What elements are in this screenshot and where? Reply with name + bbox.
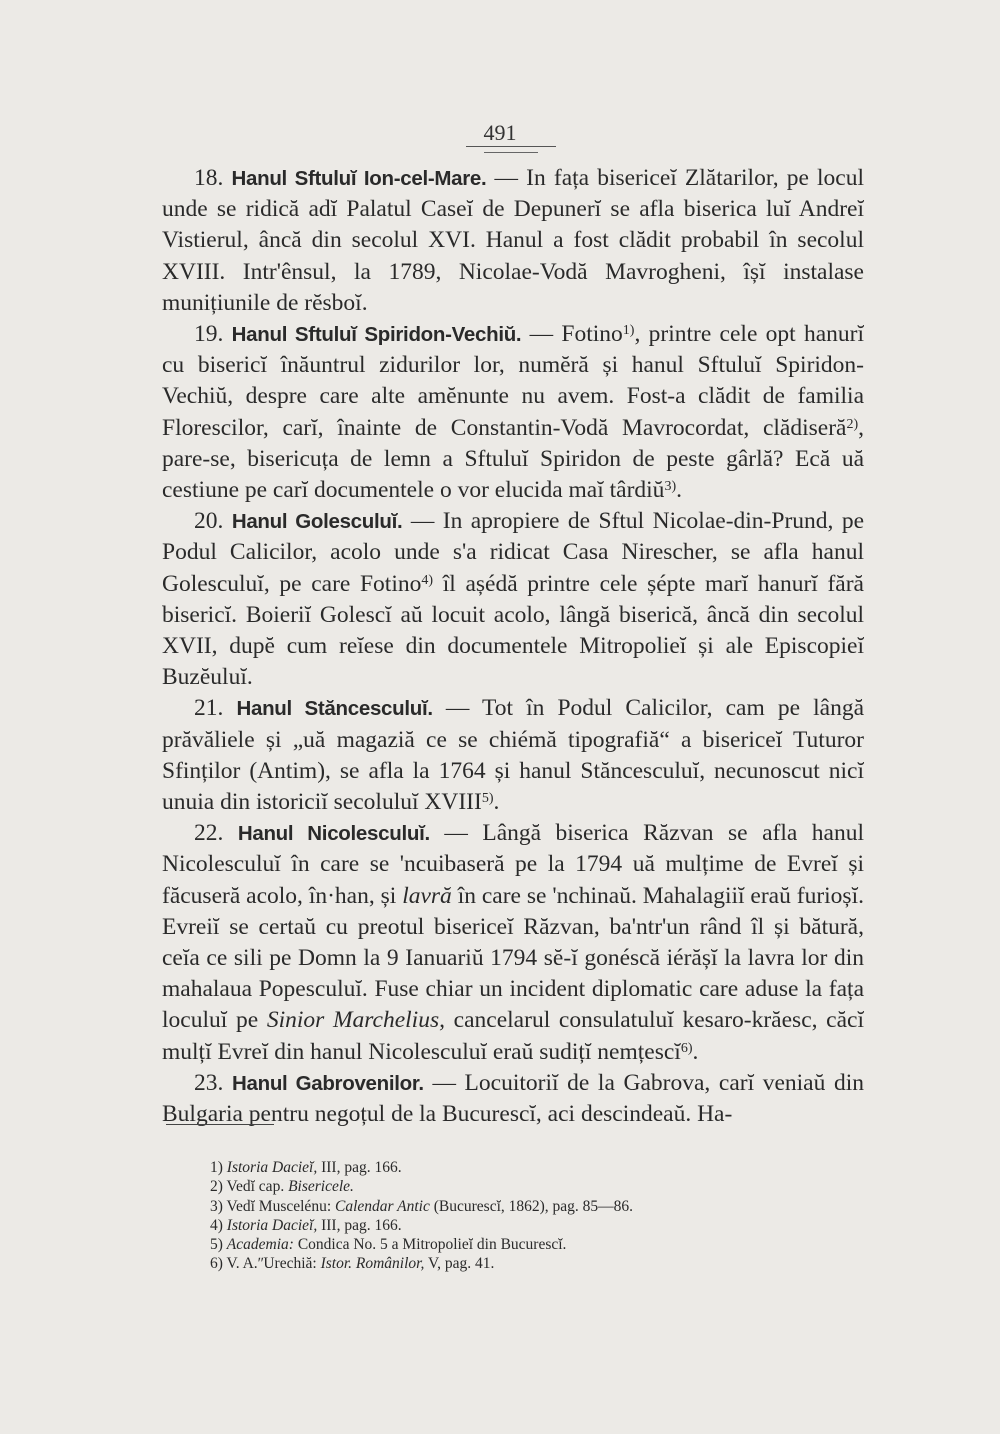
footnote-text: V, pag. 41. bbox=[424, 1255, 495, 1273]
footnote-ref: 4) bbox=[421, 572, 434, 588]
paragraph-21 bbox=[162, 693, 864, 818]
footnote-text: V. A.ʺUrechiă: bbox=[222, 1255, 321, 1273]
paragraph-text: — Fotino bbox=[521, 321, 623, 348]
paragraph-heading: Hanul Sftuluĭ Ion-cel-Mare. bbox=[231, 167, 487, 190]
page-number: 491 bbox=[483, 120, 517, 145]
footnote-title: Istor. Românilor, bbox=[320, 1255, 425, 1273]
paragraph-18 bbox=[162, 163, 864, 319]
footnote-number: 3) bbox=[210, 1197, 223, 1215]
paragraph-heading: Hanul Nicolesculuĭ. bbox=[237, 822, 430, 846]
body-text bbox=[162, 163, 864, 1130]
footnote-number: 1) bbox=[210, 1159, 223, 1176]
footnote-ref: 6) bbox=[680, 1040, 693, 1056]
footnote-1 bbox=[210, 1158, 830, 1177]
paragraph-text: . bbox=[676, 477, 682, 504]
footnote-ref: 2) bbox=[846, 416, 859, 432]
footnote-text: (Bucurescĭ, 1862), pag. 85—86. bbox=[429, 1197, 634, 1215]
paragraph-text: , printre cele opt hanurĭ cu bisericĭ înăuntrul zidurilor lor, numĕră și hanul Sftuluĭ Spiridon-Vechiŭ, despre care alte amĕnunte nu avem. Fost-a clădit de familia Florescilor, carĭ, înainte de Constantin-Vodă Mavrocordat, clădiseră bbox=[162, 321, 865, 441]
footnote-separator bbox=[166, 1124, 274, 1125]
footnote-number: 5) bbox=[210, 1236, 223, 1254]
footnote-text: III, pag. 166. bbox=[317, 1159, 402, 1176]
paragraph-heading: Hanul Golesculuĭ. bbox=[231, 510, 403, 534]
footnote-4 bbox=[210, 1216, 830, 1235]
italic-name: Sinior Marchelius, bbox=[266, 1007, 445, 1034]
footnote-2 bbox=[210, 1177, 830, 1196]
paragraph-19 bbox=[162, 319, 864, 506]
footnote-text: Vedĭ Muscelénu: bbox=[222, 1197, 335, 1215]
paragraph-text: , pare-se, bisericuța de lemn a Sftuluĭ Spiridon de peste gârlă? Ecă uă cestiune pe carĭ documentele o vor elucida maĭ târdiŭ bbox=[162, 414, 864, 504]
paragraph-23 bbox=[162, 1068, 864, 1130]
footnote-ref: 1) bbox=[622, 323, 635, 339]
footnote-title: Calendar Antic bbox=[335, 1197, 430, 1215]
footnote-title: Istoria Dacieĭ, bbox=[226, 1216, 318, 1234]
paragraph-20 bbox=[162, 506, 864, 693]
footnote-text: Vedĭ cap. bbox=[222, 1178, 289, 1196]
italic-term: lavră bbox=[402, 882, 452, 909]
footnotes bbox=[210, 1158, 830, 1274]
paragraph-text: — In apropiere de Sftul Nicolae-din-Prund, pe Podul Calicilor, acolo unde s'a ridicat Casa Nirescher, se afla hanul Golesculuĭ, pe care Fotino bbox=[162, 508, 865, 597]
paragraph-number: 21. bbox=[194, 695, 224, 722]
paragraph-text: îl așédă printre cele șépte marĭ hanurĭ fără bisericĭ. Boieriĭ Golescĭ aŭ locuit acolo, lângă biserică, âncă din secolul XVII, dupĕ cum reĭese din documentele Mitropolieĭ și ale Episcopieĭ Buzĕuluĭ. bbox=[162, 570, 864, 691]
paragraph-text: — Lângă biserica Răzvan se afla hanul Nicolesculuĭ în care se 'ncuibaseră pe la 1794 uă mulțime de Evreĭ și făcuseră acolo, în·han, și bbox=[162, 820, 864, 909]
paragraph-text: . bbox=[692, 1038, 699, 1065]
paragraph-text: — Tot în Podul Calicilor, cam pe lângă prăvăliele și „uă magaziă ce se chiémă tipografiă“ a bisericeĭ Tuturor Sfinților (Antim), se afla la 1764 și hanul Stăncesculuĭ, necunoscut nicĭ unuia din istoriciĭ secoluluĭ XVIII bbox=[162, 695, 864, 816]
footnote-text: Condica No. 5 a Mitropolieĭ din Bucurescĭ. bbox=[293, 1236, 567, 1254]
paragraph-number: 22. bbox=[194, 820, 224, 847]
footnote-title: Bisericele. bbox=[288, 1178, 354, 1196]
paragraph-number: 19. bbox=[194, 321, 224, 348]
footnote-ref: 5) bbox=[481, 791, 494, 807]
paragraph-text: cancelarul consulatuluĭ kesaro-krăesc, căcĭ mulțĭ Evreĭ din hanul Nicolesculuĭ eraŭ sudițĭ nemțescĭ bbox=[162, 1007, 864, 1065]
footnote-3 bbox=[210, 1197, 830, 1216]
paragraph-heading: Hanul Sftuluĭ Spiridon-Vechiŭ. bbox=[231, 323, 522, 347]
footnote-title: Academia: bbox=[226, 1236, 294, 1254]
footnote-6 bbox=[210, 1254, 830, 1273]
paragraph-text: — In fața bisericeĭ Zlătarilor, pe locul unde se ridică adĭ Palatul Caseĭ de Depunerĭ se afla biserica luĭ Andreĭ Vistierul, âncă din secolul XVI. Hanul a fost clădit probabil în secolul XVIII. Intr'ênsul, la 1789, Nicolae-Vodă Mavrogheni, îșĭ instalase munițiunile de rĕsboĭ. bbox=[162, 165, 864, 316]
footnote-number: 4) bbox=[210, 1216, 223, 1234]
paragraph-heading: Hanul Gabrovenilor. bbox=[232, 1071, 424, 1095]
footnote-ref: 3) bbox=[664, 479, 677, 495]
page-number-rule bbox=[466, 146, 556, 147]
paragraph-heading: Hanul Stăncesculuĭ. bbox=[236, 697, 433, 721]
paragraph-22 bbox=[162, 818, 864, 1068]
paragraph-text: în care se 'nchinaŭ. Mahalagiiĭ eraŭ furioșĭ. Evreiĭ se certaŭ cu preotul bisericeĭ Răzvan, ba'ntr'un rând îl și bătură, ceĭa ce sili pe Domn la 9 Ianuariŭ 1794 sĕ-ĭ gonéscă iérășĭ la lavra lor din mahalaua Popesculuĭ. Fuse chiar un incident diplomatic care aduse la fața loculuĭ pe bbox=[162, 882, 864, 1034]
footnote-text: III, pag. 166. bbox=[317, 1216, 402, 1234]
paragraph-text: . bbox=[493, 789, 500, 816]
paragraph-number: 20. bbox=[194, 508, 224, 535]
paragraph-text: — Locuitoriĭ de la Gabrova, carĭ veniaŭ din Bulgaria pentru negoțul de la Bucurescĭ, aci descindeaŭ. Ha- bbox=[162, 1069, 864, 1128]
paragraph-number: 23. bbox=[194, 1069, 224, 1096]
footnote-title: Istoria Dacieĭ, bbox=[226, 1159, 318, 1176]
footnote-number: 6) bbox=[210, 1255, 223, 1273]
paragraph-number: 18. bbox=[194, 165, 224, 191]
footnote-5 bbox=[210, 1235, 830, 1254]
page-number-rule-short bbox=[484, 152, 538, 153]
footnote-number: 2) bbox=[210, 1178, 223, 1196]
